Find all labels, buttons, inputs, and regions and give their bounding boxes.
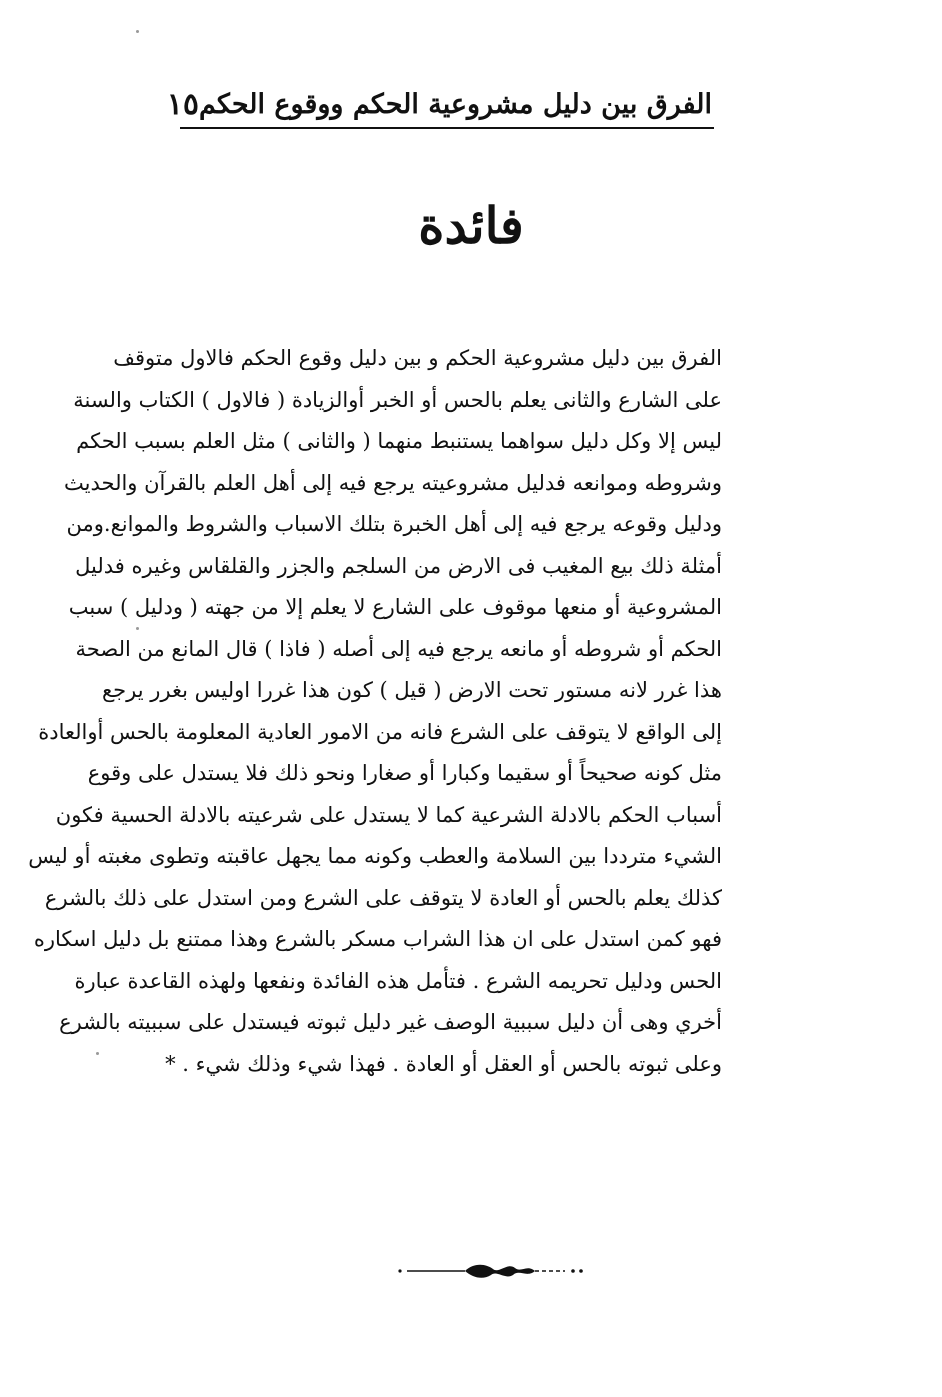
body-line: المشروعية أو منعها موقوف على الشارع لا يعلم إلا من جهته ( ودليل ) سبب <box>68 595 722 619</box>
body-line: وعلى ثبوته بالحس أو العقل أو العادة . فهذا شيء وذلك شيء . * <box>165 1051 722 1076</box>
body-line: أمثلة ذلك بيع المغيب فى الارض من السلجم والجزر والقلقاس وغيره فدليل <box>75 553 722 578</box>
body-line: أسباب الحكم بالادلة الشرعية كما لا يستدل على شرعيته بالادلة الحسية فكون <box>55 802 722 827</box>
body-line: أخري وهى أن دليل سببية الوصف غير دليل ثبوته فيستدل على سببيته بالشرع <box>59 1010 722 1034</box>
body-line: ليس إلا وكل دليل سواهما يستنبط منهما ( والثانى ) مثل العلم بسبب الحكم <box>76 429 722 453</box>
margin-speck <box>136 30 139 33</box>
body-line: إلى الواقع لا يتوقف على الشرع فانه من الامور العادية المعلومة بالحس أوالعادة <box>38 719 722 744</box>
body-line: على الشارع والثانى يعلم بالحس أو الخبر أوالزيادة ( فالاول ) الكتاب والسنة <box>73 387 722 412</box>
body-line: وشروطه وموانعه فدليل مشروعيته يرجع فيه إلى أهل العلم بالقرآن والحديث <box>64 470 722 495</box>
body-line: الحكم أو شروطه أو مانعه يرجع فيه إلى أصله ( فاذا ) قال المانع من الصحة <box>75 636 722 661</box>
body-line: فهو كمن استدل على ان هذا الشراب مسكر بالشرع وهذا ممتنع بل دليل اسكاره <box>33 927 722 951</box>
margin-speck <box>136 627 139 630</box>
page-number: ١٥ <box>166 86 199 122</box>
section-title: فائدة <box>418 196 524 255</box>
running-title: الفرق بين دليل مشروعية الحكم ووقوع الحكم <box>198 88 712 120</box>
separator-ornament <box>395 1260 605 1282</box>
margin-speck <box>96 1052 99 1055</box>
body-line: الشيء مترددا بين السلامة والعطب وكونه مما يجهل عاقبته وتطوى مغبته أو ليس <box>28 844 722 868</box>
body-line: ودليل وقوعه يرجع فيه إلى أهل الخبرة بتلك الاسباب والشروط والموانع.ومن <box>66 512 722 536</box>
body-line: هذا غرر لانه مستور تحت الارض ( قيل ) كون هذا غررا اوليس بغرر يرجع <box>101 678 722 702</box>
body-line: الحس ودليل تحريمه الشرع . فتأمل هذه الفائدة ونفعها ولهذه القاعدة عبارة <box>74 968 722 993</box>
body-line: كذلك يعلم بالحس أو العادة لا يتوقف على الشرع ومن استدل على ذلك بالشرع <box>44 885 722 910</box>
body-line: مثل كونه صحيحاً أو سقيما وكبارا أو صغارا ونحو ذلك فلا يستدل على وقوع <box>87 761 722 785</box>
body-paragraph <box>28 338 722 1085</box>
header-rule <box>180 127 714 129</box>
page-header <box>166 82 712 126</box>
body-line: الفرق بين دليل مشروعية الحكم و بين دليل وقوع الحكم فالاول متوقف <box>113 346 722 370</box>
